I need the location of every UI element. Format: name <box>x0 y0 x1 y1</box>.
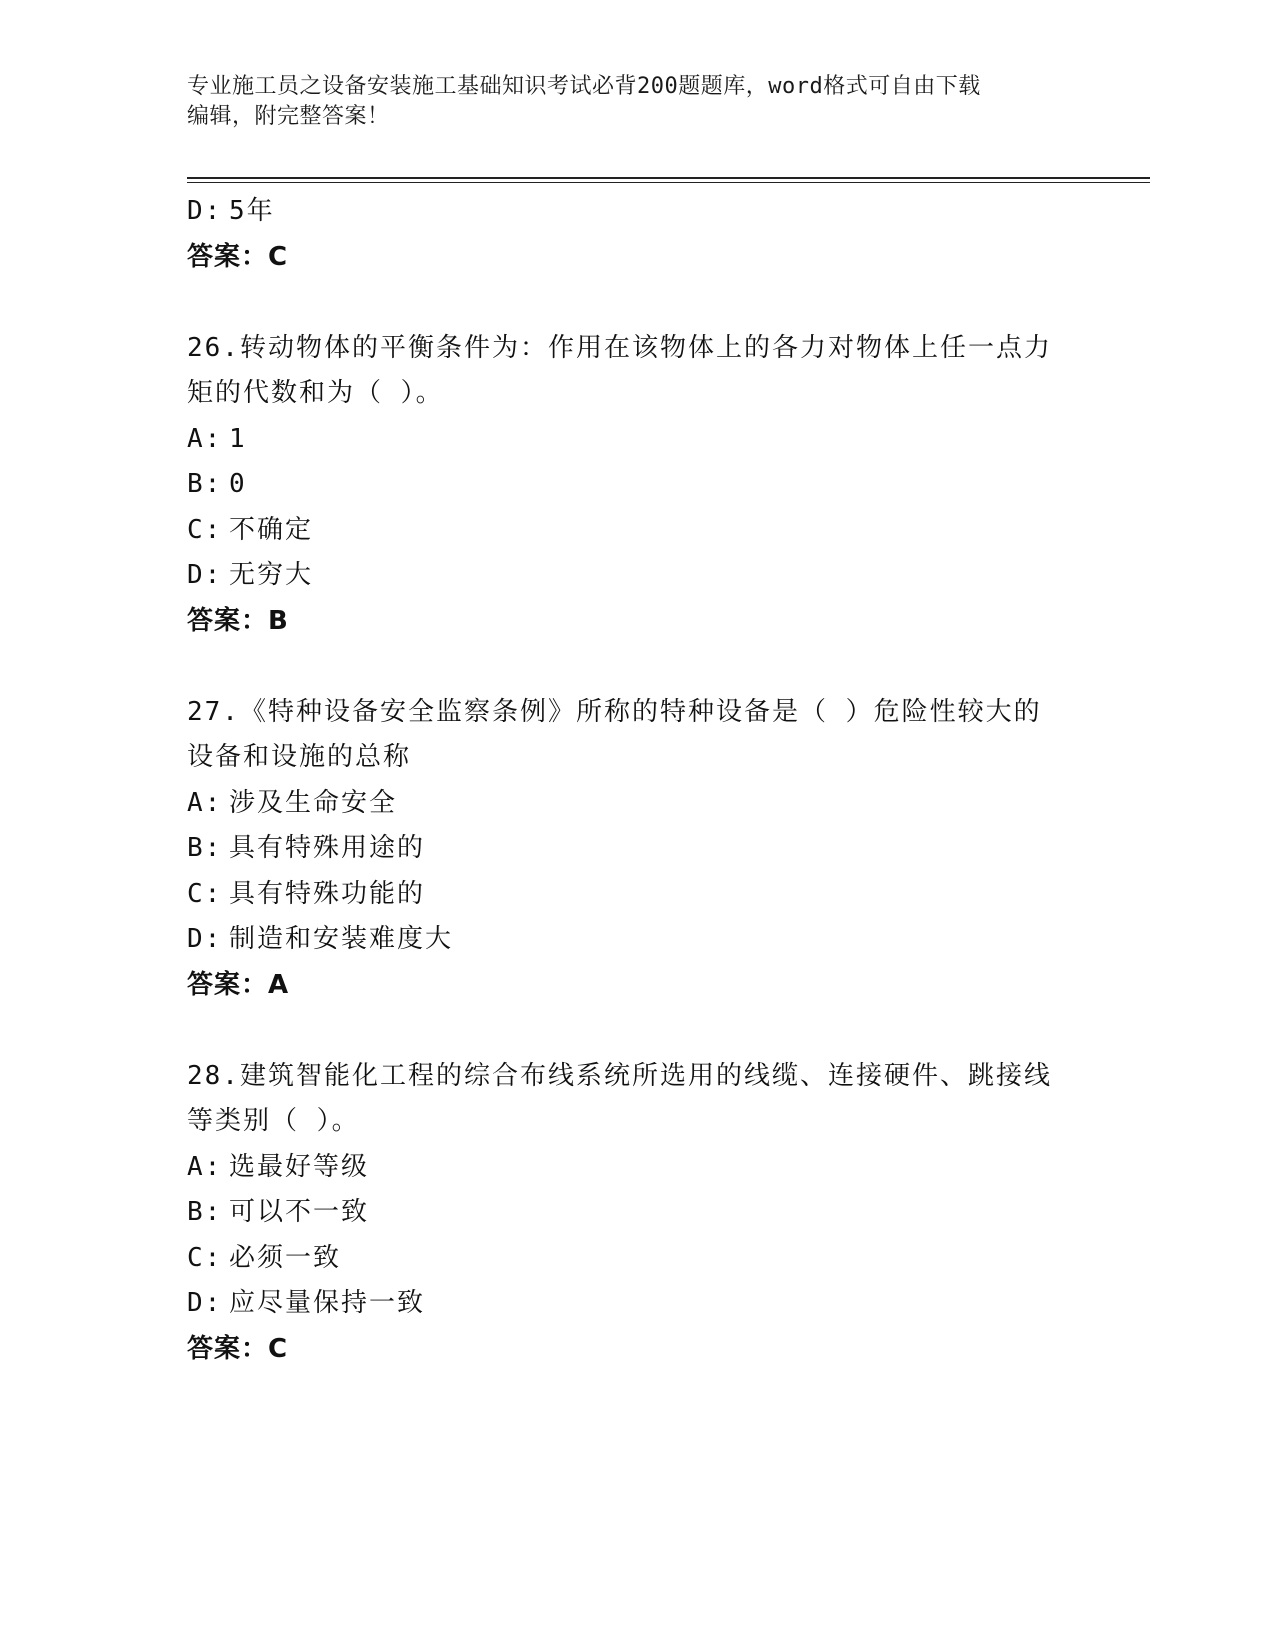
option-a <box>187 1145 1087 1191</box>
option-label: D: <box>187 1288 223 1318</box>
option-text: 无穷大 <box>229 560 314 590</box>
option-b <box>187 826 1087 872</box>
option-d <box>187 189 1087 235</box>
option-label: A: <box>187 423 223 454</box>
option-label: B: <box>187 1197 223 1227</box>
option-text: 必须一致 <box>229 1242 342 1273</box>
answer-line: 答案：B <box>187 605 289 636</box>
option-text: 具有特殊用途的 <box>229 833 426 863</box>
option-label: C: <box>187 878 223 909</box>
question-stem-line-1: 27.《特种设备安全监察条例》所称的特种设备是（ ）危险性较大的 <box>187 696 1042 727</box>
option-c <box>187 1236 1087 1282</box>
option-b <box>187 462 1087 508</box>
question-28 <box>187 1054 1087 1373</box>
header-divider-thin <box>187 182 1150 183</box>
header-divider-thick <box>187 177 1150 179</box>
option-text: 选最好等级 <box>229 1151 370 1182</box>
header-line-2: 编辑，附完整答案！ <box>187 104 390 129</box>
option-d <box>187 553 1087 599</box>
option-d <box>187 917 1087 963</box>
question-stem-line-2: 矩的代数和为（ ）。 <box>187 378 444 408</box>
header-line-1: 专业施工员之设备安装施工基础知识考试必背200题题库，word格式可自由下载 <box>187 74 981 99</box>
option-d <box>187 1281 1087 1327</box>
question-26 <box>187 326 1087 645</box>
option-text: 制造和安装难度大 <box>229 924 454 954</box>
option-c <box>187 508 1087 554</box>
question-stem-line-2: 设备和设施的总称 <box>187 742 412 772</box>
question-stem-line-1: 28.建筑智能化工程的综合布线系统所选用的线缆、连接硬件、跳接线 <box>187 1060 1052 1091</box>
option-text: 不确定 <box>229 514 314 545</box>
option-text: 应尽量保持一致 <box>229 1288 426 1318</box>
question-stem-line-2: 等类别（ ）。 <box>187 1106 360 1136</box>
option-label: B: <box>187 469 223 499</box>
question-stem-line-1: 26.转动物体的平衡条件为：作用在该物体上的各力对物体上任一点力 <box>187 332 1052 363</box>
option-label: A: <box>187 1151 223 1182</box>
option-label: C: <box>187 514 223 545</box>
option-text: 0 <box>229 469 247 499</box>
option-label: A: <box>187 787 223 818</box>
option-a <box>187 781 1087 827</box>
option-a <box>187 417 1087 463</box>
option-label: D: <box>187 196 223 226</box>
option-label: D: <box>187 560 223 590</box>
option-b <box>187 1190 1087 1236</box>
answer-line: 答案：A <box>187 969 290 1000</box>
option-c <box>187 872 1087 918</box>
option-label: D: <box>187 924 223 954</box>
page-header <box>187 72 1067 132</box>
option-text: 可以不一致 <box>229 1197 370 1227</box>
option-text: 涉及生命安全 <box>229 787 398 818</box>
option-text: 1 <box>229 423 247 454</box>
spacer <box>187 644 1087 690</box>
option-label: B: <box>187 833 223 863</box>
spacer <box>187 1008 1087 1054</box>
spacer <box>187 280 1087 326</box>
option-text: 5年 <box>229 196 275 226</box>
answer-line: 答案：C <box>187 241 289 272</box>
option-text: 具有特殊功能的 <box>229 878 426 909</box>
option-label: C: <box>187 1242 223 1273</box>
question-27 <box>187 690 1087 1009</box>
answer-line: 答案：C <box>187 1333 289 1364</box>
question-content <box>187 189 1087 1372</box>
